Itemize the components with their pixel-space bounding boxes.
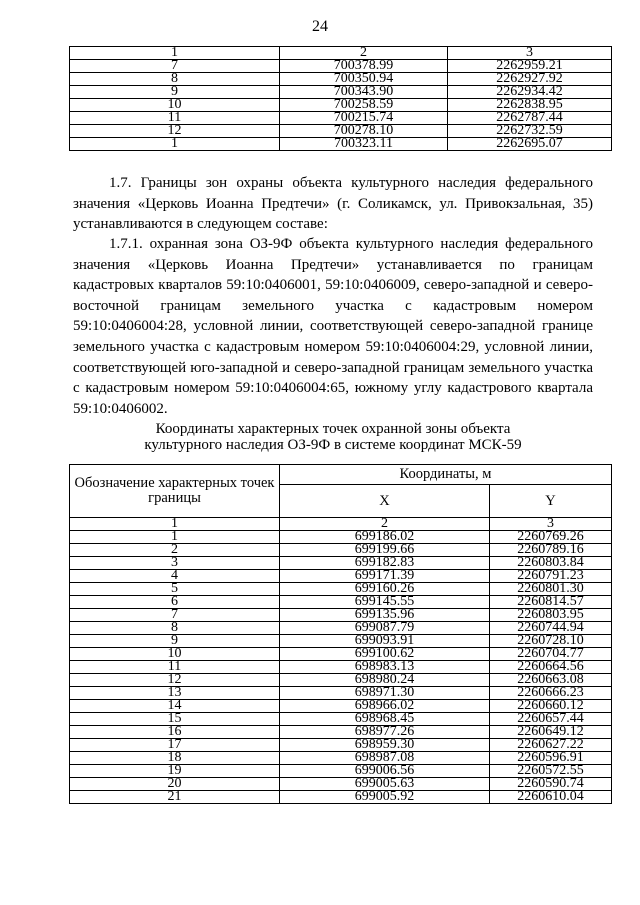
point-cell: 11 bbox=[70, 661, 280, 674]
x-cell: 698983.13 bbox=[280, 661, 490, 674]
y-cell: 2262732.59 bbox=[448, 125, 612, 138]
y-cell: 2262927.92 bbox=[448, 73, 612, 86]
y-cell: 2260769.26 bbox=[490, 531, 612, 544]
y-cell: 2260660.12 bbox=[490, 700, 612, 713]
y-cell: 2260704.77 bbox=[490, 648, 612, 661]
header-x: X bbox=[280, 485, 490, 518]
page-number: 24 bbox=[312, 18, 328, 35]
y-cell: 2260791.23 bbox=[490, 570, 612, 583]
point-cell: 21 bbox=[70, 791, 280, 804]
x-cell: 699182.83 bbox=[280, 557, 490, 570]
point-cell: 9 bbox=[70, 635, 280, 648]
x-cell: 698959.30 bbox=[280, 739, 490, 752]
col-number-2: 2 bbox=[280, 47, 448, 60]
col-number-1: 1 bbox=[70, 518, 280, 531]
table-caption-line-1: Координаты характерных точек охранной зоны объекта bbox=[155, 421, 511, 437]
table-caption bbox=[73, 421, 593, 453]
y-cell: 2260649.12 bbox=[490, 726, 612, 739]
coordinates-table-continued bbox=[69, 46, 612, 151]
paragraph-1-7-1: 1.7.1. охранная зона ОЗ-9Ф объекта культурного наследия федерального значения «Церковь Иоанна Предтечи» устанавливается по границам кадастровых кварталов 59:10:0406001, 59:10:0406009, северо-западной и северо-восточной границам земельного участка с кадастровым номером 59:10:0406004:28, условной линии, соответствующей северо-западной границе земельного участка с кадастровым номером 59:10:0406004:29, условной линии, соответствующей юго-западной и северо-западной границам земельного участка с кадастровым номером 59:10:0406004:65, южному углу кадастрового квартала 59:10:0406002. bbox=[73, 236, 593, 417]
y-cell: 2260789.16 bbox=[490, 544, 612, 557]
point-cell: 1 bbox=[70, 531, 280, 544]
col-number-3: 3 bbox=[448, 47, 612, 60]
x-cell: 699100.62 bbox=[280, 648, 490, 661]
x-cell: 700378.99 bbox=[280, 60, 448, 73]
x-cell: 700258.59 bbox=[280, 99, 448, 112]
x-cell: 698966.02 bbox=[280, 700, 490, 713]
y-cell: 2260744.94 bbox=[490, 622, 612, 635]
y-cell: 2260801.30 bbox=[490, 583, 612, 596]
point-cell: 13 bbox=[70, 687, 280, 700]
header-y: Y bbox=[490, 485, 612, 518]
point-cell: 6 bbox=[70, 596, 280, 609]
x-cell: 699160.26 bbox=[280, 583, 490, 596]
point-cell: 10 bbox=[70, 648, 280, 661]
x-cell: 700343.90 bbox=[280, 86, 448, 99]
y-cell: 2260664.56 bbox=[490, 661, 612, 674]
x-cell: 699135.96 bbox=[280, 609, 490, 622]
x-cell: 699087.79 bbox=[280, 622, 490, 635]
x-cell: 699006.56 bbox=[280, 765, 490, 778]
point-cell: 15 bbox=[70, 713, 280, 726]
y-cell: 2260627.22 bbox=[490, 739, 612, 752]
point-cell: 7 bbox=[70, 60, 280, 73]
y-cell: 2262838.95 bbox=[448, 99, 612, 112]
x-cell: 700278.10 bbox=[280, 125, 448, 138]
x-cell: 698968.45 bbox=[280, 713, 490, 726]
y-cell: 2260666.23 bbox=[490, 687, 612, 700]
col-number-1: 1 bbox=[70, 47, 280, 60]
table-caption-line-2: культурного наследия ОЗ-9Ф в системе координат МСК-59 bbox=[144, 437, 522, 453]
point-cell: 2 bbox=[70, 544, 280, 557]
y-cell: 2260803.95 bbox=[490, 609, 612, 622]
point-cell: 4 bbox=[70, 570, 280, 583]
x-cell: 699145.55 bbox=[280, 596, 490, 609]
table-row bbox=[70, 791, 612, 804]
point-cell: 16 bbox=[70, 726, 280, 739]
y-cell: 2260596.91 bbox=[490, 752, 612, 765]
point-cell: 8 bbox=[70, 622, 280, 635]
y-cell: 2262695.07 bbox=[448, 138, 612, 151]
x-cell: 699093.91 bbox=[280, 635, 490, 648]
point-cell: 10 bbox=[70, 99, 280, 112]
point-cell: 8 bbox=[70, 73, 280, 86]
paragraph-1-7: 1.7. Границы зон охраны объекта культурного наследия федерального значения «Церковь Иоанна Предтечи» (г. Соликамск, ул. Привокзальная, 35) устанавливаются в следующем составе: bbox=[73, 175, 593, 233]
x-cell: 698987.08 bbox=[280, 752, 490, 765]
y-cell: 2260803.84 bbox=[490, 557, 612, 570]
point-cell: 12 bbox=[70, 125, 280, 138]
y-cell: 2260590.74 bbox=[490, 778, 612, 791]
x-cell: 698980.24 bbox=[280, 674, 490, 687]
x-cell: 698977.26 bbox=[280, 726, 490, 739]
x-cell: 699005.92 bbox=[280, 791, 490, 804]
x-cell: 699005.63 bbox=[280, 778, 490, 791]
y-cell: 2262959.21 bbox=[448, 60, 612, 73]
y-cell: 2260610.04 bbox=[490, 791, 612, 804]
x-cell: 700215.74 bbox=[280, 112, 448, 125]
coordinates-table-oz-9f bbox=[69, 464, 612, 804]
point-cell: 17 bbox=[70, 739, 280, 752]
point-cell: 9 bbox=[70, 86, 280, 99]
point-cell: 1 bbox=[70, 138, 280, 151]
y-cell: 2260657.44 bbox=[490, 713, 612, 726]
header-coordinates: Координаты, м bbox=[280, 465, 612, 485]
table-row bbox=[70, 138, 612, 151]
point-cell: 14 bbox=[70, 700, 280, 713]
x-cell: 699171.39 bbox=[280, 570, 490, 583]
col-number-3: 3 bbox=[490, 518, 612, 531]
x-cell: 698971.30 bbox=[280, 687, 490, 700]
y-cell: 2260728.10 bbox=[490, 635, 612, 648]
header-points: Обозначение характерных точек границы bbox=[70, 465, 280, 518]
y-cell: 2260663.08 bbox=[490, 674, 612, 687]
x-cell: 700323.11 bbox=[280, 138, 448, 151]
point-cell: 12 bbox=[70, 674, 280, 687]
point-cell: 11 bbox=[70, 112, 280, 125]
x-cell: 699199.66 bbox=[280, 544, 490, 557]
y-cell: 2262787.44 bbox=[448, 112, 612, 125]
y-cell: 2260572.55 bbox=[490, 765, 612, 778]
y-cell: 2260814.57 bbox=[490, 596, 612, 609]
point-cell: 7 bbox=[70, 609, 280, 622]
point-cell: 20 bbox=[70, 778, 280, 791]
y-cell: 2262934.42 bbox=[448, 86, 612, 99]
x-cell: 700350.94 bbox=[280, 73, 448, 86]
x-cell: 699186.02 bbox=[280, 531, 490, 544]
point-cell: 3 bbox=[70, 557, 280, 570]
point-cell: 19 bbox=[70, 765, 280, 778]
col-number-2: 2 bbox=[280, 518, 490, 531]
point-cell: 5 bbox=[70, 583, 280, 596]
point-cell: 18 bbox=[70, 752, 280, 765]
